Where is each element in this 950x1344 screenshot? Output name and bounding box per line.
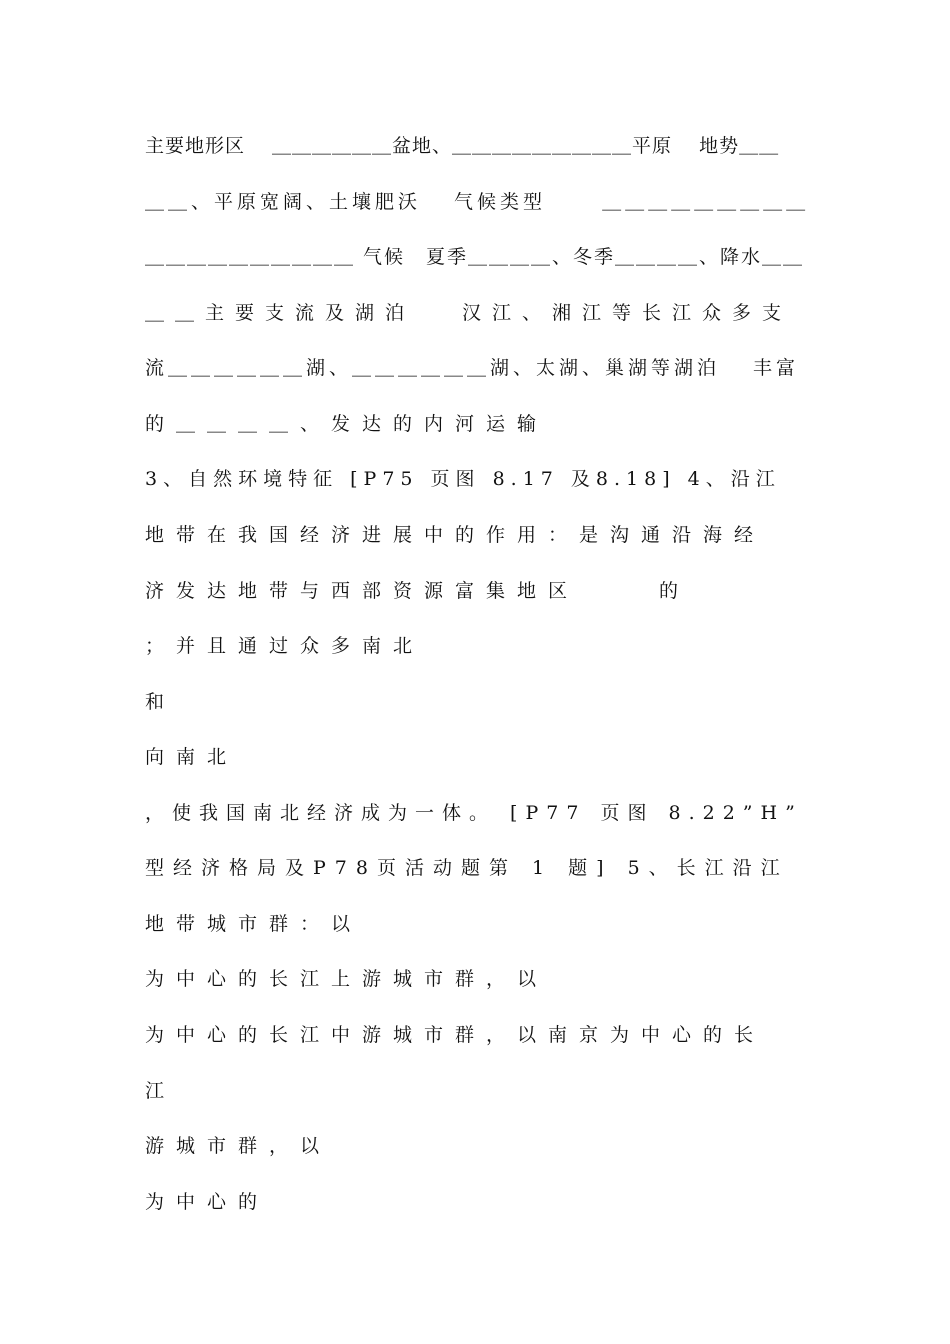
text-line-16: 为中心的长江上游城市群，以 [145, 968, 549, 990]
text-line-9: 济发达地带与西部资源富集地区 的 [145, 580, 691, 602]
text-line-14: 型经济格局及P78页活动题第 1 题] 5、长江沿江 [145, 857, 789, 879]
text-line-10: ；并且通过众多南北 [145, 635, 425, 657]
text-line-11: 和 [145, 691, 177, 713]
text-line-12: 向南北 [145, 746, 239, 768]
text-line-20: 为中心的 [145, 1191, 270, 1213]
text-line-19: 游城市群，以 [145, 1135, 332, 1157]
text-line-6: 的＿＿＿＿、发达的内河运输 [145, 413, 549, 435]
text-line-15: 地带城市群：以 [145, 913, 363, 935]
text-line-17: 为中心的长江中游城市群，以南京为中心的长 [145, 1024, 766, 1046]
text-line-13: ，使我国南北经济成为一体。 [P77 页图 8.22”H” [145, 802, 803, 824]
text-line-8: 地带在我国经济进展中的作用：是沟通沿海经 [145, 524, 766, 546]
text-line-7: 3、自然环境特征 [P75 页图 8.17 及8.18] 4、沿江 [145, 468, 781, 490]
text-line-4: ＿＿主要支流及湖泊 汉江、湘江等长江众多支 [145, 302, 793, 324]
text-line-3: ＿＿＿＿＿＿＿＿＿＿ 气候 夏季＿＿＿＿、冬季＿＿＿＿、降水＿＿ [145, 246, 805, 268]
text-line-1: 主要地形区 ＿＿＿＿＿＿盆地、＿＿＿＿＿＿＿＿＿平原 地势＿＿ [145, 135, 780, 157]
text-line-5: 流＿＿＿＿＿＿湖、＿＿＿＿＿＿湖、太湖、巢湖等湖泊 丰富 [145, 357, 800, 379]
text-line-2: ＿＿、平原宽阔、土壤肥沃 气候类型 ＿＿＿＿＿＿＿＿＿ [145, 191, 810, 213]
text-line-18: 江 [145, 1080, 177, 1102]
